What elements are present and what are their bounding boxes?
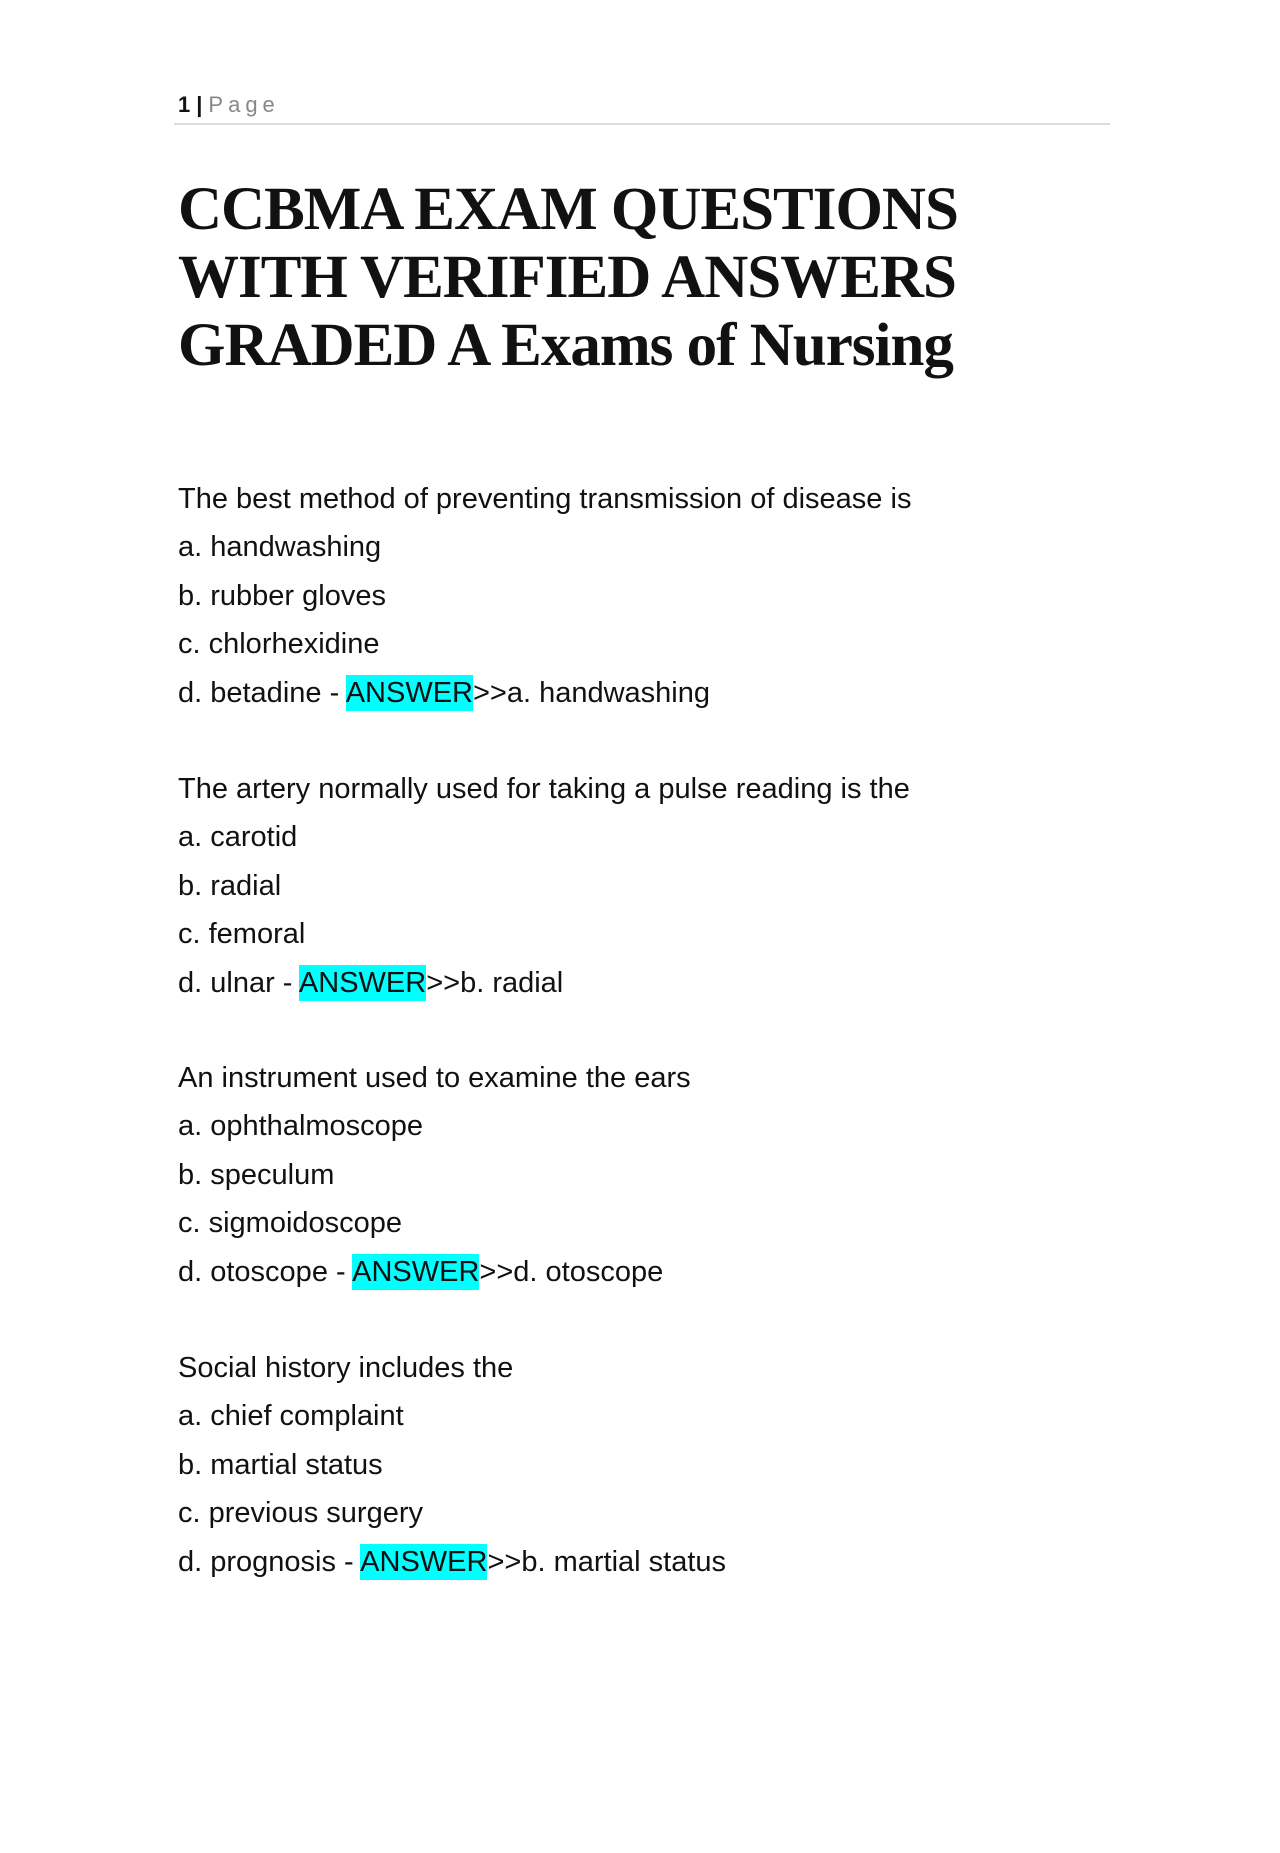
answer-option: d. ulnar - xyxy=(178,966,299,999)
question-stem: The best method of preventing transmission of disease is xyxy=(178,483,912,515)
answer-option: a. handwashing xyxy=(178,531,382,564)
answer-highlight: ANSWER xyxy=(298,966,427,999)
title-line: CCBMA EXAM QUESTIONS xyxy=(178,176,958,243)
page-separator: | xyxy=(196,92,203,117)
answer-option: d. betadine - xyxy=(178,676,346,709)
question-block xyxy=(178,1344,726,1586)
answer-option: a. chief complaint xyxy=(178,1400,404,1433)
answer-option: b. speculum xyxy=(178,1158,335,1191)
answer-option: a. ophthalmoscope xyxy=(178,1110,424,1143)
question-block xyxy=(178,475,911,717)
question-stem: The artery normally used for taking a pulse reading is the xyxy=(178,773,910,805)
answer-line xyxy=(178,669,911,717)
answer-option: c. chlorhexidine xyxy=(178,628,380,661)
answer-option: b. rubber gloves xyxy=(178,579,386,612)
answer-option: b. radial xyxy=(178,869,282,902)
header-rule xyxy=(174,123,1110,125)
answer-option: d. prognosis - xyxy=(178,1545,361,1578)
question-stem: Social history includes the xyxy=(178,1352,514,1384)
answer-highlight: ANSWER xyxy=(352,1255,480,1288)
question-block xyxy=(178,1054,691,1296)
page-header xyxy=(178,92,280,118)
answer-highlight: ANSWER xyxy=(345,676,473,709)
correct-answer: >>d. otoscope xyxy=(479,1255,664,1288)
correct-answer: >>b. radial xyxy=(426,966,564,999)
correct-answer: >>b. martial status xyxy=(487,1545,727,1578)
title-line: WITH VERIFIED ANSWERS xyxy=(178,244,956,311)
answer-option: c. previous surgery xyxy=(178,1497,423,1530)
answer-line xyxy=(178,1248,691,1296)
answer-option: c. femoral xyxy=(178,918,306,951)
page-label: Page xyxy=(208,92,280,117)
answer-option: a. carotid xyxy=(178,821,298,854)
answer-highlight: ANSWER xyxy=(360,1545,488,1578)
question-stem: An instrument used to examine the ears xyxy=(178,1062,691,1094)
correct-answer: >>a. handwashing xyxy=(472,676,711,709)
document-title xyxy=(178,176,958,380)
title-line: GRADED A Exams of Nursing xyxy=(178,312,953,379)
page-number: 1 xyxy=(178,92,191,117)
answer-line xyxy=(178,959,910,1007)
answer-option: d. otoscope - xyxy=(178,1255,353,1288)
question-block xyxy=(178,765,910,1007)
answer-option: b. martial status xyxy=(178,1448,383,1481)
answer-option: c. sigmoidoscope xyxy=(178,1207,403,1240)
answer-line xyxy=(178,1538,726,1586)
